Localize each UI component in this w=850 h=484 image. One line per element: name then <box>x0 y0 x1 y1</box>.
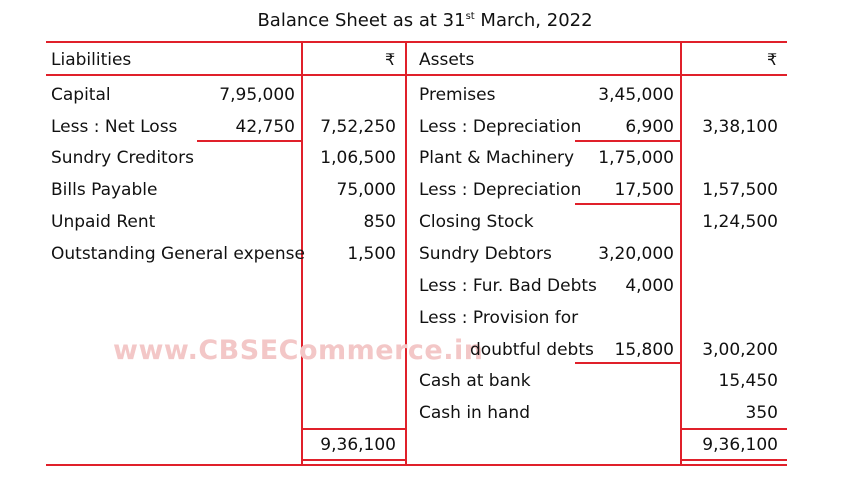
asset-label: Sundry Debtors <box>419 244 552 264</box>
table-top-rule <box>46 41 787 43</box>
asset-label: Less : Fur. Bad Debts <box>419 276 597 296</box>
title-superscript: st <box>465 11 475 22</box>
liability-inner-amount: 42,750 <box>235 117 295 137</box>
center-divider <box>405 41 407 466</box>
liabilities-total-top-rule <box>301 428 407 430</box>
liability-inner-amount: 7,95,000 <box>219 85 295 105</box>
asset-label: Cash at bank <box>419 371 531 391</box>
assets-total-top-rule <box>680 428 787 430</box>
liability-label: Outstanding General expense <box>51 244 305 264</box>
asset-inner-amount: 1,75,000 <box>598 148 674 168</box>
liability-label: Bills Payable <box>51 180 158 200</box>
watermark: www.CBSECommerce.in <box>113 335 484 366</box>
liability-amount: 7,52,250 <box>320 117 396 137</box>
liabilities-subtotal-underline <box>197 140 301 142</box>
liability-label: Sundry Creditors <box>51 148 194 168</box>
asset-label: Closing Stock <box>419 212 534 232</box>
asset-label: doubtful debts <box>470 340 594 360</box>
asset-inner-amount: 3,20,000 <box>598 244 674 264</box>
asset-inner-amount: 3,45,000 <box>598 85 674 105</box>
page-title <box>0 10 850 31</box>
liability-amount: 75,000 <box>336 180 396 200</box>
asset-label: Cash in hand <box>419 403 530 423</box>
liability-amount: 850 <box>363 212 396 232</box>
asset-amount: 3,38,100 <box>702 117 778 137</box>
asset-inner-amount: 4,000 <box>625 276 674 296</box>
liability-amount: 1,06,500 <box>320 148 396 168</box>
asset-label: Less : Depreciation <box>419 117 582 137</box>
liabilities-rupee-icon: ₹ <box>385 50 396 69</box>
header-bottom-rule <box>46 74 787 76</box>
asset-amount: 1,57,500 <box>702 180 778 200</box>
liabilities-header: Liabilities <box>51 50 132 70</box>
asset-amount: 1,24,500 <box>702 212 778 232</box>
table-bottom-rule <box>46 464 787 466</box>
asset-label: Less : Depreciation <box>419 180 582 200</box>
plant-subtotal-underline <box>575 203 680 205</box>
liabilities-total-double-underline <box>301 459 407 461</box>
asset-inner-amount: 6,900 <box>625 117 674 137</box>
asset-label: Less : Provision for <box>419 308 579 328</box>
premises-subtotal-underline <box>575 140 680 142</box>
assets-header: Assets <box>419 50 475 70</box>
assets-total-double-underline <box>680 459 787 461</box>
asset-amount: 15,450 <box>718 371 778 391</box>
assets-rupee-icon: ₹ <box>767 50 778 69</box>
liability-label: Unpaid Rent <box>51 212 156 232</box>
liability-label: Capital <box>51 85 111 105</box>
liability-amount: 1,500 <box>347 244 396 264</box>
asset-amount: 350 <box>745 403 778 423</box>
asset-label: Premises <box>419 85 496 105</box>
asset-amount: 3,00,200 <box>702 340 778 360</box>
asset-inner-amount: 17,500 <box>614 180 674 200</box>
assets-total: 9,36,100 <box>702 435 778 455</box>
title-prefix: Balance Sheet as at 31 <box>257 10 466 31</box>
asset-label: Plant & Machinery <box>419 148 575 168</box>
liabilities-total: 9,36,100 <box>320 435 396 455</box>
debtors-subtotal-underline <box>575 362 680 364</box>
liability-label: Less : Net Loss <box>51 117 178 137</box>
title-suffix: March, 2022 <box>474 10 593 31</box>
asset-inner-amount: 15,800 <box>614 340 674 360</box>
